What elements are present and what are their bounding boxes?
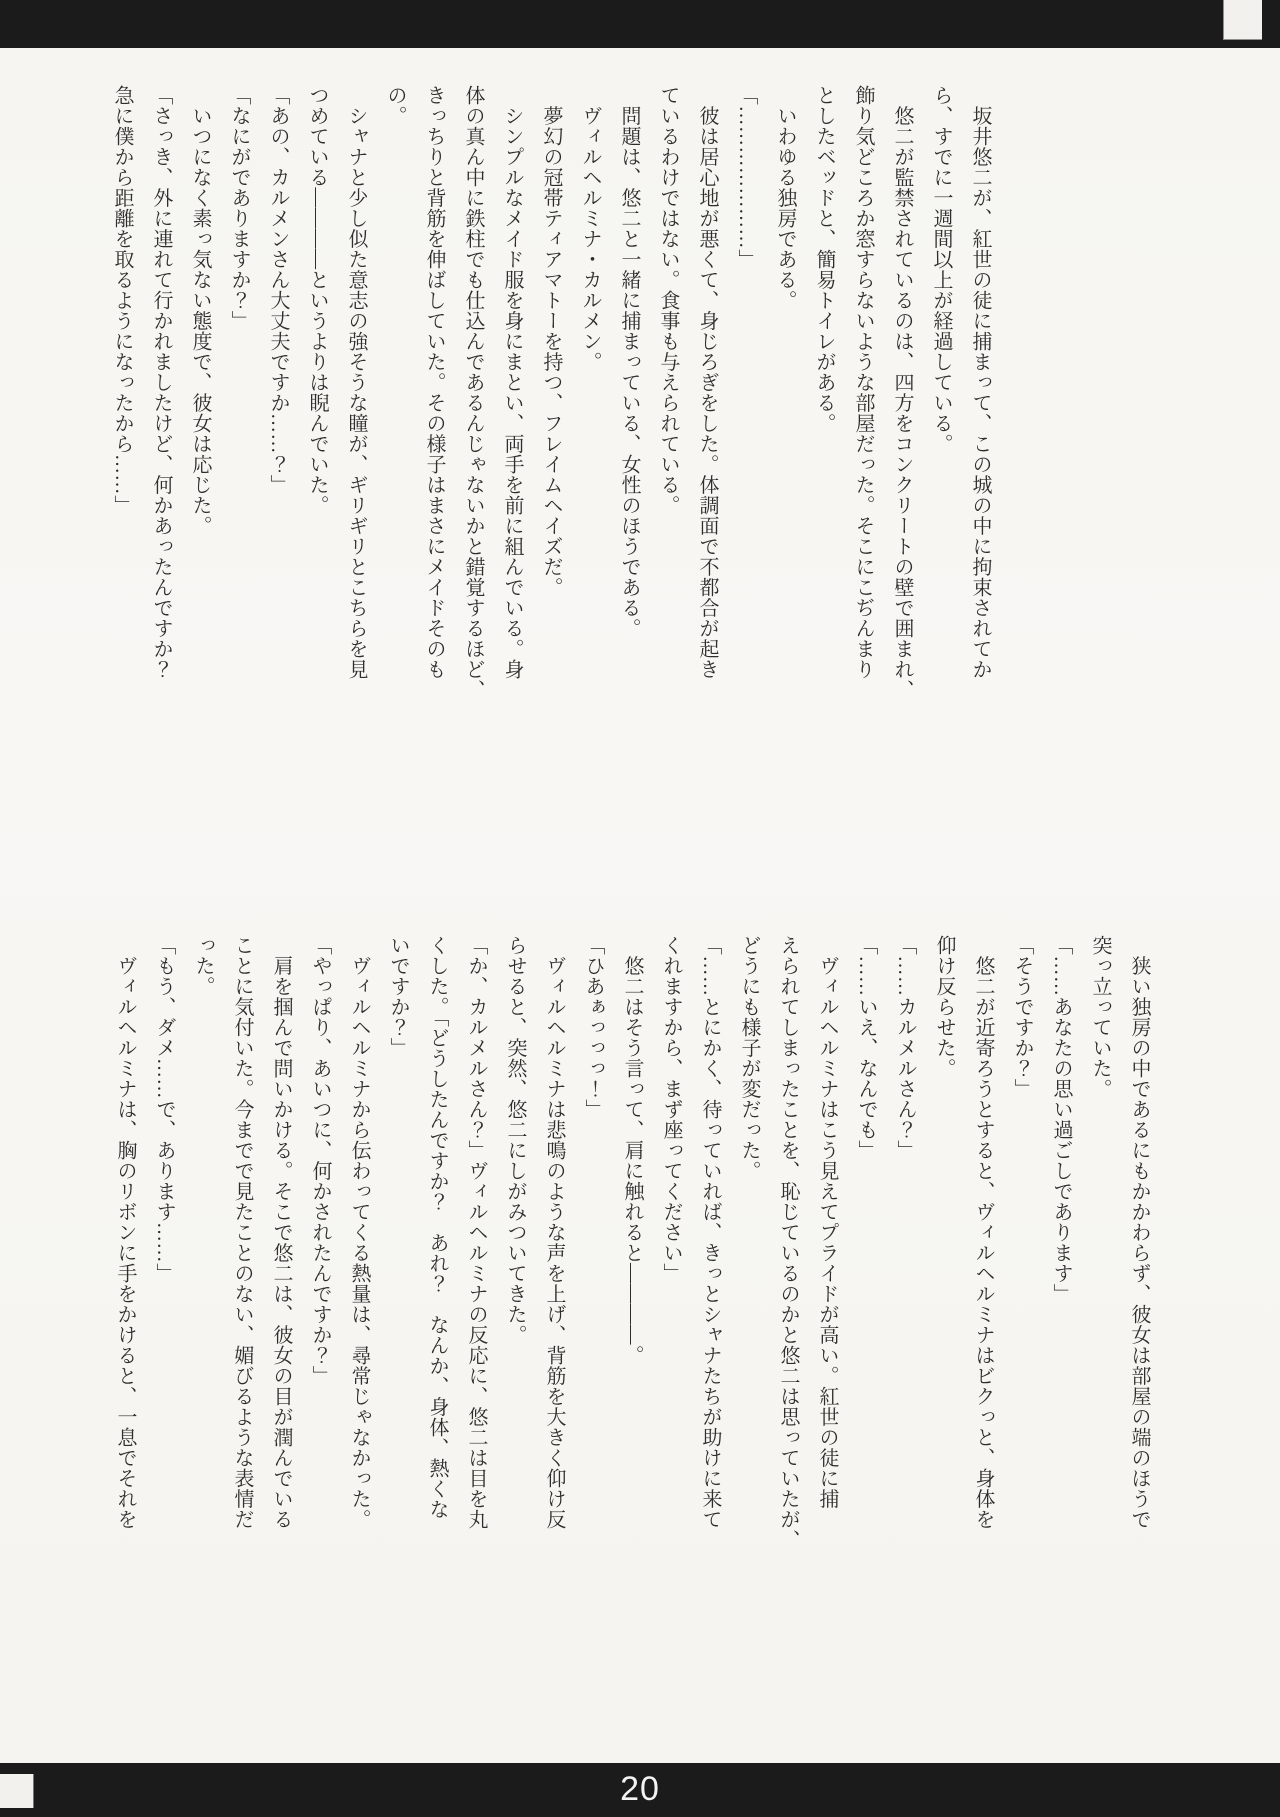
text-line: 悠二が監禁されているのは、四方をコンクリートの壁で囲まれ、 [891, 85, 913, 700]
text-line: 突っ立っていた。 [1089, 935, 1111, 1099]
text-line: 仰け反らせた。 [933, 935, 955, 1079]
text-line: ヴィルヘルミナ・カルメン。 [579, 85, 601, 372]
text-line: った。 [192, 935, 214, 997]
text-line: 急に僕から距離を取るようになったから……」 [111, 85, 133, 516]
text-line: 狭い独房の中であるにもかかわらず、彼女は部屋の端のほうで [1128, 935, 1150, 1530]
text-line: 問題は、悠二と一緒に捕まっている、女性のほうである。 [618, 85, 640, 639]
text-line: えられてしまったことを、恥じているのかと悠二は思っていたが、 [777, 935, 799, 1550]
text-line: シンプルなメイド服を身にまとい、両手を前に組んでいる。身 [501, 85, 523, 680]
text-line: の。 [384, 85, 406, 126]
text-line: ことに気付いた。今までで見たことのない、媚びるような表情だ [231, 935, 253, 1530]
text-line: 夢幻の冠帯ティアマトーを持つ、フレイムヘイズだ。 [540, 85, 562, 598]
text-line: 「やっぱり、あいつに、何かされたんですか？」 [309, 935, 331, 1386]
text-line: 彼は居心地が悪くて、身じろぎをした。体調面で不都合が起き [696, 85, 718, 680]
text-line: 「……いえ、なんでも」 [855, 935, 877, 1161]
top-border [0, 0, 1280, 48]
text-line: 「もう、ダメ……で、あります……」 [153, 935, 175, 1284]
bottom-border [0, 1763, 1280, 1817]
text-line: 「さっき、外に連れて行かれましたけど、何かあったんですか？ [150, 85, 172, 680]
text-line: ヴィルヘルミナは、胸のリボンに手をかけると、一息でそれを [114, 935, 136, 1530]
text-line: としたベッドと、簡易トイレがある。 [813, 85, 835, 434]
text-line: 「そうですか？」 [1011, 935, 1033, 1099]
page-number: 20 [620, 1770, 660, 1808]
text-line: 「……カルメルさん？」 [894, 935, 916, 1161]
text-line: 「……あなたの思い過ごしであります」 [1050, 935, 1072, 1304]
lower-text-block [105, 935, 1158, 1625]
text-line: 「か、カルメルさん？」ヴィルヘルミナの反応に、悠二は目を丸 [465, 935, 487, 1530]
text-line: 「ひあぁっっっ！」 [582, 935, 604, 1120]
text-line: どうにも様子が変だった。 [738, 935, 760, 1181]
text-line: 悠二はそう言って、肩に触れると――――。 [621, 935, 643, 1366]
text-line: ヴィルヘルミナはこう見えてプライドが高い。紅世の徒に捕 [816, 935, 838, 1509]
text-line: らせると、突然、悠二にしがみついてきた。 [504, 935, 526, 1345]
text-line: ヴィルヘルミナは悲鳴のような声を上げ、背筋を大きく仰け反 [543, 935, 565, 1530]
text-line: ヴィルヘルミナから伝わってくる熱量は、尋常じゃなかった。 [348, 935, 370, 1530]
text-line: きっちりと背筋を伸ばしていた。その様子はまさにメイドそのも [423, 85, 445, 680]
page-paper [0, 48, 1280, 1763]
text-line: ているわけではない。食事も与えられている。 [657, 85, 679, 516]
text-line: 「なにがでありますか？」 [228, 85, 250, 331]
text-line: つめている――――というよりは睨んでいた。 [306, 85, 328, 516]
text-line: 「…………………」 [735, 85, 757, 270]
text-line: いつになく素っ気ない態度で、彼女は応じた。 [189, 85, 211, 536]
text-line: 坂井悠二が、紅世の徒に捕まって、この城の中に拘束されてか [969, 85, 991, 680]
text-line: いわゆる独房である。 [774, 85, 796, 311]
text-line: いですか？」 [387, 935, 409, 1058]
text-line: 飾り気どころか窓すらないような部屋だった。そこにこぢんまり [852, 85, 874, 680]
text-line: ら、すでに一週間以上が経過している。 [930, 85, 952, 454]
corner-mark-top-right [1223, 0, 1262, 40]
text-line: 「あの、カルメンさん大丈夫ですか……？」 [267, 85, 289, 495]
text-line: 肩を掴んで問いかける。そこで悠二は、彼女の目が潤んでいる [270, 935, 292, 1530]
text-line: くした。「どうしたんですか？ あれ？ なんか、身体、熱くな [426, 935, 448, 1520]
text-line: シャナと少し似た意志の強そうな瞳が、ギリギリとこちらを見 [345, 85, 367, 680]
text-line: 悠二が近寄ろうとすると、ヴィルヘルミナはビクっと、身体を [972, 935, 994, 1530]
text-line: くれますから、まず座ってください」 [660, 935, 682, 1284]
text-line: 体の真ん中に鉄柱でも仕込んであるんじゃないかと錯覚するほど、 [462, 85, 484, 700]
upper-text-block [102, 85, 999, 775]
text-line: 「……とにかく、待っていれば、きっとシャナたちが助けに来て [699, 935, 721, 1530]
